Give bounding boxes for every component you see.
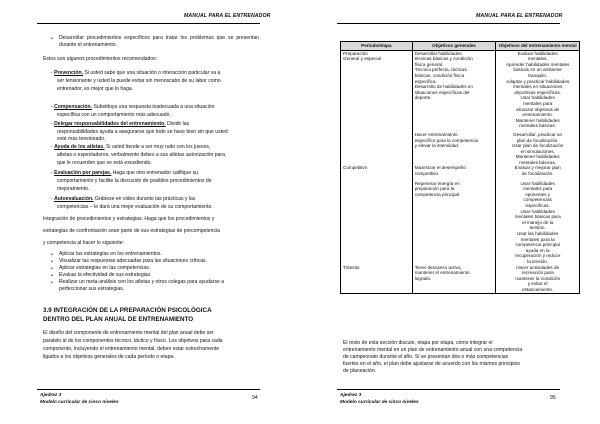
procedure-term: Ayuda de los atletas. [54, 144, 105, 150]
procedure-term: Delegar responsabilidades del entrenamiento. [54, 121, 166, 127]
procedure-text: Substituya una respuesta inadecuada a una situación [93, 104, 215, 110]
procedure-text: responsabilidades ayuda a asegurarse que todo se hace bien sin que usted [57, 129, 228, 135]
general-objectives-cell: Maximizar el desempeño competitivo. Regenerar energía en preparación para la competencia principal. [412, 165, 496, 264]
period-cell: Preparación General y especial [341, 50, 413, 129]
objectives-table [340, 41, 580, 294]
procedure-text: específica con un comportamiento más adecuado. [57, 112, 171, 118]
bullet-icon: • [51, 280, 53, 286]
list-item: Visualizar las respuestas adecuadas para las situaciones críticas. [59, 258, 207, 264]
procedure-text: esté más tensionado. [57, 136, 106, 142]
top-bullet-text: Desarrollar procedimientos específicos para tratar los problemas que se presentan durante el entrenamiento. [59, 35, 259, 49]
bullet-icon: • [51, 252, 53, 258]
table-row [341, 265, 580, 293]
section-text: ligados a los objetivos generales de cada período o etapa. [43, 354, 175, 360]
procedure-text: mejoramiento. [57, 186, 90, 192]
procedure-text: que le recuerden que se está excediendo. [57, 160, 152, 166]
procedure-text: Si usted tiende a ser muy rudo con los jueces, [106, 144, 211, 150]
footer-subtitle: Modelo curricular de cinco niveles [340, 400, 419, 405]
procedure-text: Grábese en video durante las prácticas y las [94, 196, 196, 202]
footer-rule [337, 389, 560, 390]
closing-text: El resto de esta sección discute, etapa por etapa, cómo integrar el [343, 340, 493, 346]
list-item: Aplicar estrategias en las competencias. [59, 265, 151, 271]
bullet-icon: • [51, 36, 53, 42]
mental-objectives-cell: Hacer actividades de recreación para mantener la condición y evitar el estancamiento. [496, 265, 580, 293]
period-cell [341, 129, 413, 166]
mental-objectives-cell: Desarrollar, practicar un plan de focalización. Usar plan de focalización en simulaciones. Mantener habilidades mentales básicas. [496, 129, 580, 166]
procedure-term: Compensación. [54, 104, 93, 110]
procedure-text: Haga que otro entrenador califique su [112, 170, 198, 176]
bullet-icon: • [51, 266, 53, 272]
table-header: Objetivos generales [412, 42, 496, 51]
footer-title: Ajedrez 3 [40, 393, 62, 398]
section-title: DENTRO DEL PLAN ANUAL DE ENTRENAMIENTO [43, 316, 194, 323]
section-title: 3.9 INTEGRACIÓN DE LA PREPARACIÓN PSICOLÓGICA [43, 307, 212, 314]
table-header: Período/etapa [341, 42, 413, 51]
header-rule [37, 23, 260, 24]
list-item: Aplicar las estrategias en los entrenamientos. [59, 251, 162, 257]
procedure-text: competencias – le dará una mejor evaluación de su comportamiento. [57, 204, 213, 210]
procedure-text: comportamiento y facilite la discusión de posibles procedimientos de [57, 178, 212, 184]
general-objectives-cell: Hacer entrenamiento específico para la competencia y elevar la intensidad. [412, 129, 496, 166]
procedure-term: Evaluación por parejas. [54, 170, 112, 176]
integration-text: estrategias de confrontación sean parte de sus estrategias de precompetencia [43, 228, 220, 234]
header-rule [337, 23, 560, 24]
procedure-text: atletas o espectadores, verbalmente debes a sus atletas autorización para [57, 152, 225, 158]
page-number: 95 [550, 395, 556, 401]
table-row [341, 165, 580, 264]
integration-text: y competencia al hacer lo siguiente: [43, 240, 124, 246]
bullet-icon: • [51, 259, 53, 265]
page-header: MANUAL PARA EL ENTRENADOR [184, 13, 271, 19]
list-item: Evaluar la efectividad de sus estrategias. [59, 272, 152, 278]
closing-text: entrenamiento mental en un plan de entrenamiento anual con una competencia [343, 347, 523, 353]
mental-objectives-cell: Evaluar habilidades mentales. Aprender habilidades mentales básicas en un ambiente tranquilo. Adaptar y practicar habilidades mentales en situaciones deportivas específicas. Usar habilidades mentales para alcanzar objetivos de entrenamiento. Mantener habilidades mentales básicas. [496, 50, 580, 129]
section-text: componente, incluyendo el entrenamiento mental, deben estar estrechamente [43, 346, 220, 352]
closing-text: fuertes en el año, el plan debe ajustarse de acuerdo con los mismos principios [343, 361, 520, 367]
list-item: perfeccionar sus estrategias. [59, 286, 125, 292]
table-row [341, 129, 580, 166]
footer-subtitle: Modelo curricular de cinco niveles [40, 400, 119, 405]
bullet-icon: • [51, 273, 53, 279]
procedure-term: Prevención. [54, 70, 84, 76]
procedures-intro: Estos son algunos procedimientos recomendados: [43, 56, 158, 62]
section-text: paralelo al de los componentes técnico, táctico y físico. Los objetivos para cada [43, 338, 223, 344]
table-row [341, 50, 580, 129]
procedure-text: Dividir las [167, 121, 190, 127]
section-text: El diseño del componente de entrenamiento mental del plan anual debe ser [43, 330, 214, 336]
mental-objectives-cell: Evaluar y mejorar plan de focalización. Usar habilidades mentales para oponentes y competencias específicas. Usar habilidades mentales básicas para el manejo de la tensión. Usar las habilidades mentales para la competencia principal ayuda en la recuperación y reduce la tensión. [496, 165, 580, 264]
table-header-row [341, 42, 580, 51]
page-number: 94 [252, 395, 258, 401]
table-header: Objetivos del entrenamiento mental [496, 42, 580, 51]
general-objectives-cell: Tener descanso activo, mantener el entrenamiento logrado. [412, 265, 496, 293]
list-item: Realizar un meta-análisis con los atletas y otros colegas para ayudarse a [59, 279, 225, 285]
footer-rule [37, 389, 260, 390]
right-page [300, 0, 600, 424]
page-header: MANUAL PARA EL ENTRENADOR [476, 13, 563, 19]
period-cell: Competitivo [341, 165, 413, 264]
procedure-text: entrenador, es mejor que lo haga. [57, 86, 134, 92]
left-page: MANUAL PARA EL ENTRENADOR • Desarrollar procedimientos específicos para tratar los problemas que se presentan durante el entrenamiento. Estos son algunos procedimientos recomendados: - Prevención. Si usted sabe que una situación o interacción particular va a ser tensionante y usted la puede evitar sin menoscabo de su labor como entrenador, es mejor que lo haga. - Compensación. Substituya una respuesta inadecuada a una situación específica con un comportamiento más adecuado. - Delegar responsabilidades del entrenamiento. Dividir las responsabilidades ayuda a asegurarse que todo se hace bien sin que usted esté más tensionado. - Ayuda de los atletas. Si usted tiende a ser muy rudo con los jueces, atletas o espectadores, verbalmente debes a sus atletas autorización para que le recuerden que se está excediendo. - Evaluación por parejas. Haga que otro entrenador califique su comportamiento y facilite la discusión de posibles procedimientos de mejoramiento. - Autoevaluación. Grábese en video durante las prácticas y las competencias – le dará una mejor evaluación de su comportamiento. Integración de procedimientos y estrategias. Haga que los procedimientos y estrategias de confrontación sean parte de sus estrategias de precompetencia y competencia al hacer lo siguiente: • Aplicar las estrategias en los entrenamientos. • Visualizar las respuestas adecuadas para las situaciones críticas. • Aplicar estrategias en las competencias. • Evaluar la efectividad de sus estrategias. • Realizar un meta-análisis con los atletas y otros colegas para ayudarse a perfeccionar sus estrategias. 3.9 INTEGRACIÓN DE LA PREPARACIÓN PSICOLÓGICA DENTRO DEL PLAN ANUAL DE ENTRENAMIENTO El diseño del componente de entrenamiento mental del plan anual debe ser paralelo al de los componentes técnico, táctico y físico. Los objetivos para cada componente, incluyendo el entrenamiento mental, deben estar estrechamente ligados a los objetivos generales de cada período o etapa. Ajedrez 3 Modelo curricular de cinco niveles 94 [0, 0, 300, 424]
closing-text: de campeonato durante el año. Si se presentan dos o más competencias [343, 354, 509, 360]
procedure-term: Autoevaluación. [54, 196, 94, 202]
procedure-text: ser tensionante y usted la puede evitar sin menoscabo de su labor como [57, 78, 221, 84]
integration-text: Integración de procedimientos y estrategias. Haga que los procedimientos y [43, 216, 215, 222]
general-objectives-cell: Desarrollar habilidades técnicas básicas y condición física general. Técnica perfecta, tácticas básicas, condición física específica. Desarrollo de habilidades en situaciones específicas del deporte. [412, 50, 496, 129]
procedure-text: Si usted sabe que una situación o interacción particular va a [84, 70, 221, 76]
footer-title: Ajedrez 3 [340, 393, 362, 398]
period-cell: Tránsito [341, 265, 413, 293]
closing-text: de planeación. [343, 368, 377, 374]
